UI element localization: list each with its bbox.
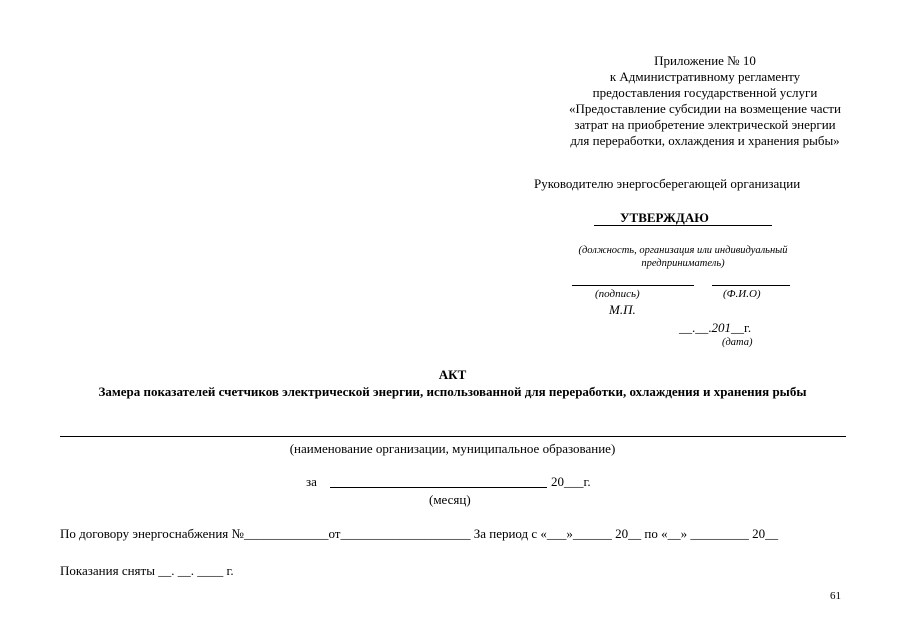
appendix-line: для переработки, охлаждения и хранения рыбы» (570, 133, 840, 148)
date-suffix: __г. (731, 320, 752, 335)
month-hint: (месяц) (429, 492, 471, 507)
act-subtitle: Замера показателей счетчиков электрической энергии, использованной для переработки, охлаждения и хранения рыбы (98, 384, 807, 399)
name-hint: (Ф.И.О) (723, 288, 761, 300)
period-prefix: за (306, 474, 317, 489)
appendix-line: «Предоставление субсидии на возмещение части (569, 101, 841, 116)
month-line (330, 487, 547, 488)
appendix-block (540, 53, 870, 149)
contract-text: По договору энергоснабжения №_____________от____________________ За период с «___»______ 20__ по «__» _________ 20__ (60, 526, 779, 541)
position-line (594, 225, 772, 226)
signature-hint: (подпись) (595, 288, 640, 300)
organization-line (60, 436, 846, 437)
appendix-line: Приложение № 10 (654, 53, 756, 68)
date-year: 201 (711, 320, 731, 335)
position-hint: (должность, организация или индивидуальный предприниматель) (578, 245, 788, 269)
stamp-place: М.П. (609, 302, 636, 317)
date-prefix: __.__. (679, 320, 712, 335)
name-line (712, 285, 790, 286)
appendix-line: затрат на приобретение электрической энергии (574, 117, 836, 132)
approval-title: УТВЕРЖДАЮ (620, 210, 709, 225)
organization-hint: (наименование организации, муниципальное образование) (289, 441, 616, 456)
approval-date (679, 320, 751, 336)
period-year: 20___г. (551, 474, 591, 489)
act-title: АКТ (438, 367, 467, 382)
addressee: Руководителю энергосберегающей организации (534, 176, 801, 191)
appendix-line: к Административному регламенту (609, 69, 801, 84)
appendix-line: предоставления государственной услуги (592, 85, 818, 100)
signature-line (572, 285, 694, 286)
date-hint: (дата) (722, 337, 753, 348)
page-number: 61 (830, 590, 841, 602)
readings-text: Показания сняты __. __. ____ г. (60, 563, 234, 578)
